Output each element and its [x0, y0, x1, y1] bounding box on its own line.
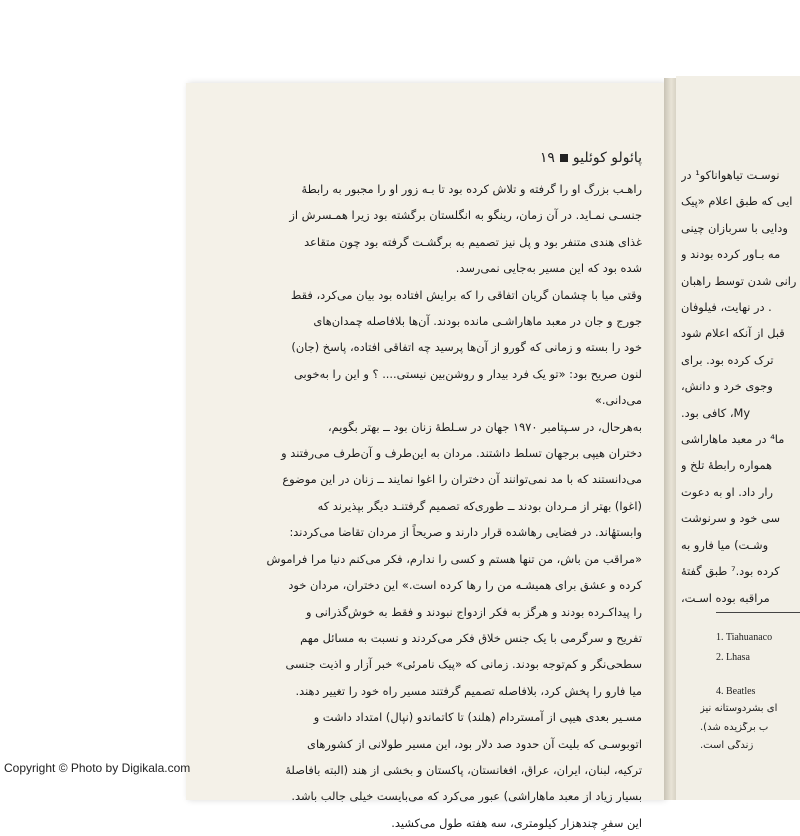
- page-header: [320, 150, 642, 166]
- text-line: نوسـت تیاهواناکو¹ در: [681, 168, 780, 182]
- left-page-text: [252, 176, 642, 836]
- text-line: My، کافی بود.: [681, 405, 751, 420]
- text-line: کرده و عشق برای همیشـه من را رها کرده است.» این دختران، مردان خود: [288, 578, 642, 593]
- text-line: وقتی میا با چشمان گریان اتفاقی را که برایش افتاده بود بیان می‌کرد، فقط: [290, 287, 642, 302]
- text-line: وابستهٔاند. در فضایی رهاشده قرار دارند و صریحاً از مردان تقاضا می‌کردند:: [289, 525, 642, 540]
- text-line: مراقبه بوده اسـت،: [681, 590, 770, 605]
- text-line: ودایی با سربازان چینی: [681, 220, 788, 235]
- text-line: (اغوا) بهتر از مـردان بودند ــ طوری‌که تصمیم گرفتنـد دیگر بپذیرند که: [317, 498, 642, 513]
- text-line: می‌دانی.»: [594, 393, 642, 408]
- text-line: جورج و جان در معبد ماهاراشـی مانده بودند. آن‌ها بلافاصله چمدان‌های: [313, 314, 642, 329]
- text-line: سطحی‌نگر و کم‌توجه بودند. زمانی که «پیک نامرئی» خبر آزار و اذیت جنسی: [285, 657, 642, 672]
- text-line: این سفرِ چندهزار کیلومتری، سه هفته طول می‌کشید.: [391, 815, 642, 830]
- text-line: سی خود و سرنوشت: [681, 511, 781, 526]
- footnote-text: زندگی است.: [700, 740, 754, 751]
- footnote-4: 4. Beatles: [716, 686, 756, 697]
- text-line: مه بـاور کرده بودند و: [681, 247, 781, 262]
- text-line: اتوبوسـی که بلیت آن حدود صد دلار بود، این مسیر طولانی از کشورهای: [307, 736, 642, 751]
- text-line: را پیداکـرده بودند و هرگز به فکر ازدواج نبودند و فقط به خوش‌گذرانی و: [306, 604, 642, 619]
- footnote-text: ب برگزیده شد).: [700, 722, 769, 733]
- page-number: ۱۹: [539, 150, 555, 166]
- footnote-divider: [716, 612, 800, 613]
- footnote-text: ای بشردوستانه نیز: [700, 703, 778, 714]
- right-page-text: [681, 162, 800, 611]
- text-line: ترکیه، لبنان، ایران، عراق، افغانستان، پاکستان و بخشی از هند (البته بافاصلهٔ: [285, 762, 642, 777]
- text-line: وشـت) میا فارو به: [681, 537, 769, 552]
- text-line: . در نهایت، فیلوفان: [681, 300, 772, 315]
- text-line: به‌هرحال، در سـپتامبر ۱۹۷۰ جهان در سـلطهٔ زنان بود ــ بهتر بگویم،: [327, 419, 642, 434]
- text-line: بسیار زیاد از معبد ماهاراشی) عبور می‌کرد که می‌بایست خیلی جالب باشد.: [291, 789, 642, 804]
- book-gutter: [664, 78, 676, 800]
- footnote-2: 2. Lhasa: [716, 652, 750, 663]
- text-line: خود را بسته و زمانی که گورو از آن‌ها پرسید چه اتفاقی افتاده، پاسخ (جان): [291, 340, 642, 355]
- text-line: لنون صریح بود: «تو یک فرد بیدار و روشن‌بین نیستی.... ؟ و این را به‌خوبی: [294, 366, 642, 381]
- text-line: رانی شدن توسط راهبان: [681, 273, 797, 288]
- text-line: مسـیر بعدی هیپی از آمستردام (هلند) تا کاتماندو (نپال) امتداد داشت و: [313, 710, 642, 725]
- copyright-watermark: Copyright © Photo by Digikala.com: [4, 761, 191, 775]
- text-line: غذای هندی متنفر بود و پل نیز تصمیم به برگشـت گرفته بود چون متقاعد: [304, 234, 642, 249]
- text-line: دختران هیپی برجهان تسلط داشتند. مردان به این‌طرف و آن‌طرف می‌رفتند و: [281, 446, 642, 461]
- text-line: ترک کرده بود. برای: [681, 352, 774, 367]
- author-name: پائولو کوئلیو: [572, 150, 642, 166]
- text-line: رار داد. او به دعوت: [681, 484, 773, 499]
- footnote-1: 1. Tiahuanaco: [716, 632, 773, 643]
- square-bullet-icon: [560, 154, 568, 162]
- text-line: وجوی خرد و دانش،: [681, 379, 773, 394]
- text-line: راهـب بزرگ او را گرفته و تلاش کرده بود تا بـه زور او را مجبور به رابطهٔ: [301, 182, 642, 196]
- text-line: ما⁴ در معبد ماهاراشی: [681, 432, 785, 447]
- text-line: ایی که طبق اعلام «پیک: [681, 194, 793, 209]
- text-line: قبل از آنکه اعلام شود: [681, 326, 785, 341]
- text-line: کرده بود.⁷ طبق گفتهٔ: [681, 564, 780, 579]
- text-line: همواره رابطهٔ تلخ و: [681, 458, 773, 473]
- text-line: جنسـی نمـاید. در آن زمان، رینگو به انگلستان برگشته بود زیرا همـسرش از: [289, 208, 642, 223]
- text-line: «مراقب من باش، من تنها هستم و کسی را ندارم، فکر می‌کنم دنیا مرا فراموش: [266, 551, 642, 566]
- text-line: میا فارو را پخش کرد، بلافاصله تصمیم گرفتند مسیر راه خود را تغییر دهند.: [295, 683, 642, 698]
- text-line: می‌دانستند که با مد نمی‌توانند آن دختران را اغوا نمایند ــ زنان در این موضوع: [282, 472, 642, 487]
- text-line: شده بود که این مسیر به‌جایی نمی‌رسد.: [455, 261, 642, 276]
- text-line: تفریح و سرگرمی با یک جنس خلاق فکر می‌کردند و نسبت به مسائل مهم: [300, 630, 642, 645]
